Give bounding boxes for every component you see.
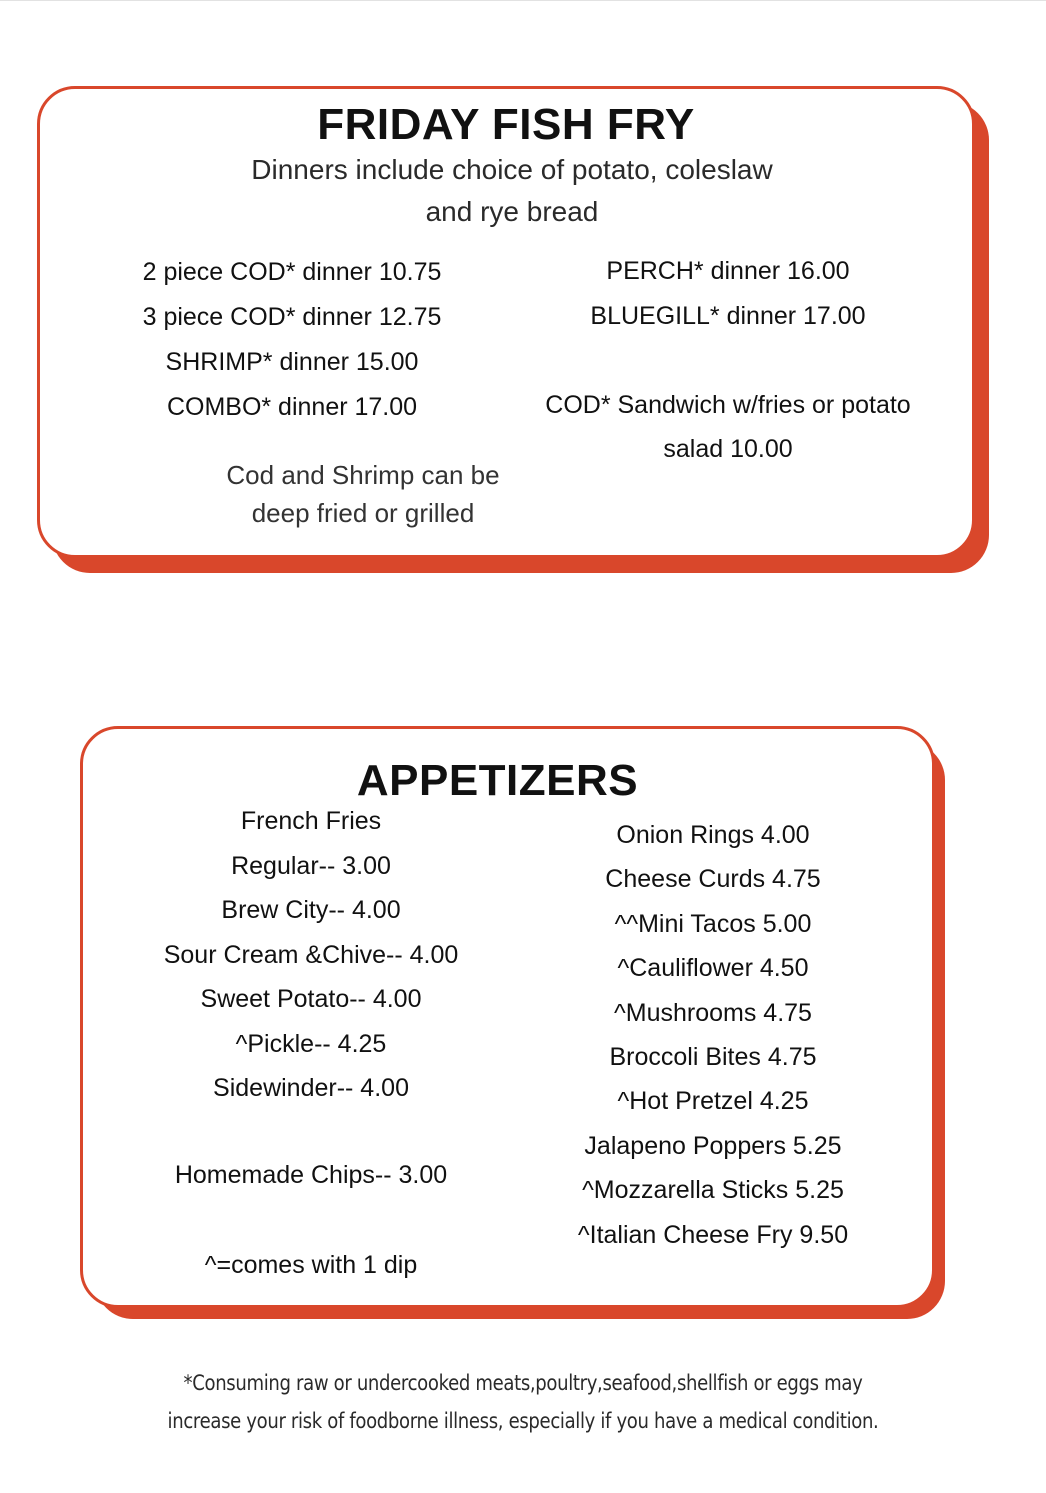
menu-item: French Fries bbox=[240, 807, 382, 835]
menu-item: ^Pickle-- 4.25 bbox=[235, 1029, 387, 1058]
prep-note-line1: Cod and Shrimp can be bbox=[226, 460, 500, 490]
fish-fry-prep-note bbox=[183, 456, 543, 532]
menu-item: Homemade Chips-- 3.00 bbox=[174, 1161, 448, 1189]
menu-item: Jalapeno Poppers 5.25 bbox=[584, 1131, 842, 1160]
fish-fry-right-column bbox=[528, 249, 928, 339]
menu-item: 2 piece COD* dinner 10.75 bbox=[142, 258, 442, 286]
cod-sandwich-item bbox=[508, 383, 948, 471]
menu-item: Broccoli Bites 4.75 bbox=[609, 1042, 817, 1071]
top-divider bbox=[0, 0, 1046, 1]
menu-item: PERCH* dinner 16.00 bbox=[606, 257, 850, 285]
fish-fry-title: FRIDAY FISH FRY bbox=[317, 100, 695, 149]
menu-item: ^Mushrooms 4.75 bbox=[614, 998, 812, 1027]
menu-item: Regular-- 3.00 bbox=[231, 851, 391, 880]
menu-item: ^Hot Pretzel 4.25 bbox=[617, 1087, 809, 1116]
menu-item: ^^Mini Tacos 5.00 bbox=[614, 909, 812, 938]
menu-item: ^Mozzarella Sticks 5.25 bbox=[582, 1176, 844, 1205]
appetizers-left-column bbox=[111, 799, 511, 1111]
menu-item: ^Italian Cheese Fry 9.50 bbox=[577, 1220, 849, 1249]
homemade-chips-item bbox=[111, 1153, 511, 1197]
fish-fry-subtitle-line1: Dinners include choice of potato, coleslaw bbox=[251, 154, 773, 185]
fish-fry-subtitle-line2: and rye bread bbox=[425, 196, 599, 227]
menu-item: Brew City-- 4.00 bbox=[221, 896, 401, 924]
menu-item: BLUEGILL* dinner 17.00 bbox=[590, 302, 866, 330]
prep-note-line2: deep fried or grilled bbox=[251, 498, 475, 528]
menu-item: Onion Rings 4.00 bbox=[616, 821, 810, 849]
menu-item: 3 piece COD* dinner 12.75 bbox=[142, 303, 442, 331]
disclaimer-line1: *Consuming raw or undercooked meats,poultry,seafood,shellfish or eggs may bbox=[183, 1371, 863, 1395]
menu-item: ^Cauliflower 4.50 bbox=[617, 954, 809, 983]
menu-item: Cheese Curds 4.75 bbox=[605, 865, 821, 894]
dip-note bbox=[111, 1243, 511, 1287]
dip-note-text: ^=comes with 1 dip bbox=[204, 1251, 418, 1279]
menu-item: Sidewinder-- 4.00 bbox=[213, 1074, 409, 1102]
menu-item: COMBO* dinner 17.00 bbox=[166, 393, 418, 421]
disclaimer-line2: increase your risk of foodborne illness, especially if you have a medical condition. bbox=[167, 1409, 879, 1433]
cod-sandwich-line2: salad 10.00 bbox=[663, 435, 793, 463]
appetizers-title: APPETIZERS bbox=[356, 756, 639, 805]
menu-item: SHRIMP* dinner 15.00 bbox=[165, 348, 419, 376]
menu-item: Sweet Potato-- 4.00 bbox=[200, 985, 422, 1013]
fish-fry-left-column bbox=[92, 250, 492, 430]
appetizers-right-column bbox=[513, 813, 913, 1257]
cod-sandwich-line1: COD* Sandwich w/fries or potato bbox=[545, 391, 911, 419]
menu-item: Sour Cream &Chive-- 4.00 bbox=[163, 940, 459, 969]
